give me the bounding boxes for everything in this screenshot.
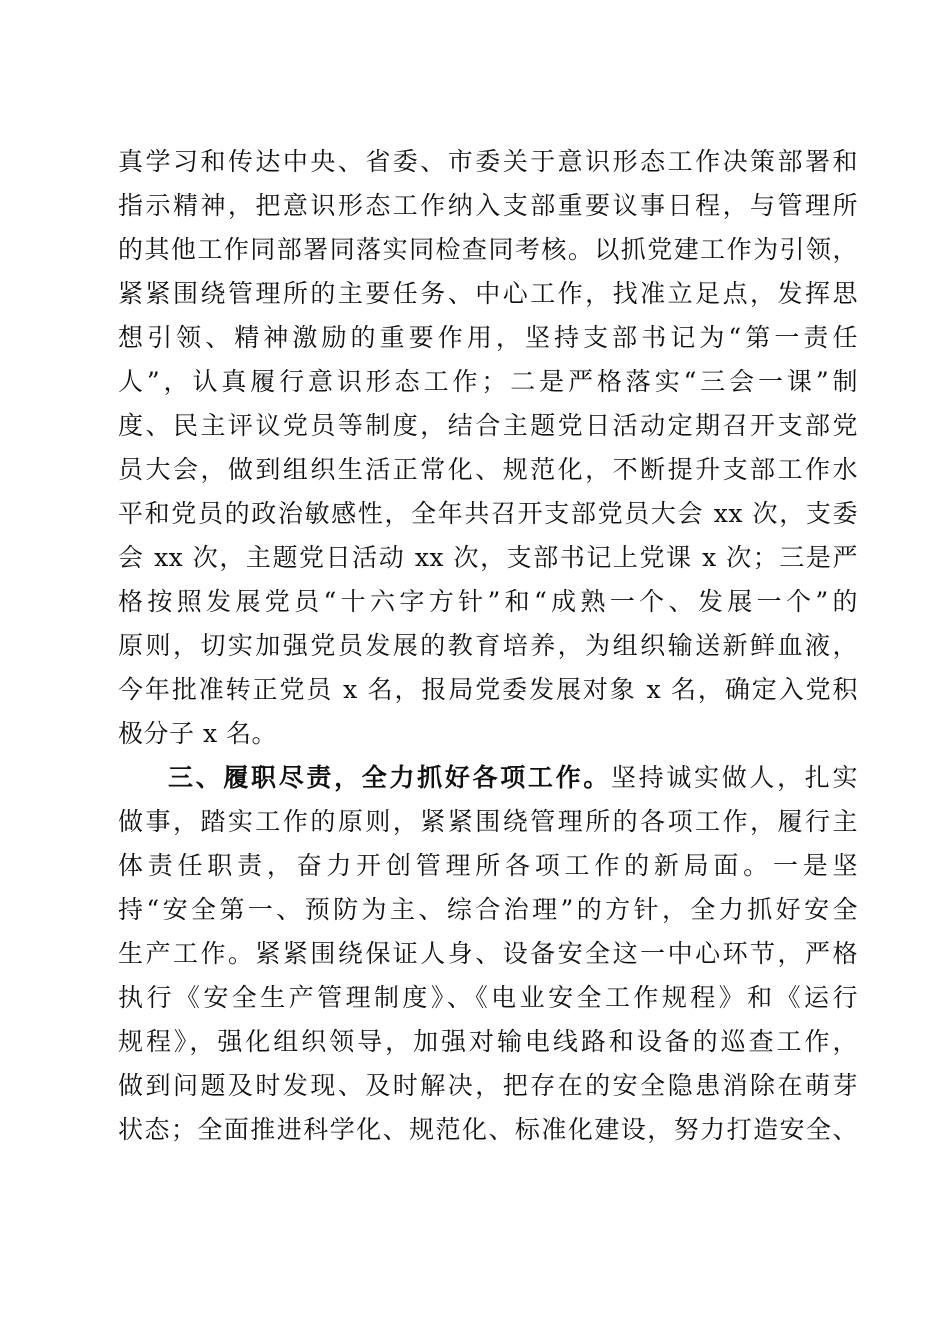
paragraph-line: 状态；全面推进科学化、规范化、标准化建设，努力打造安全、 — [118, 1115, 858, 1144]
paragraph-line: 想引领、精神激励的重要作用，坚持支部书记为“第一责任 — [118, 323, 858, 352]
paragraph-line: 做到问题及时发现、及时解决，把存在的安全隐患消除在萌芽 — [118, 1071, 858, 1100]
paragraph-line: 的其他工作同部署同落实同检查同考核。以抓党建工作为引领， — [118, 235, 858, 264]
heading-line-text: 坚持诚实做人，扎实 — [610, 763, 858, 792]
paragraph-line: 今年批准转正党员 x 名，报局党委发展对象 x 名，确定入党积 — [118, 675, 858, 704]
paragraph-line: 员大会，做到组织生活正常化、规范化，不断提升支部工作水 — [118, 455, 858, 484]
paragraph-line: 平和党员的政治敏感性，全年共召开支部党员大会 xx 次，支委 — [118, 499, 858, 528]
paragraph-line: 极分子 x 名。 — [118, 719, 277, 748]
paragraph-line: 人”，认真履行意识形态工作；二是严格落实“三会一课”制 — [118, 367, 858, 396]
paragraph-section-three — [118, 756, 858, 1152]
section-heading-line — [118, 756, 858, 800]
paragraph-line: 紧紧围绕管理所的主要任务、中心工作，找准立足点，发挥思 — [118, 279, 858, 308]
paragraph-line: 执行《安全生产管理制度》、《电业安全工作规程》和《运行 — [118, 983, 858, 1012]
section-heading: 三、履职尽责，全力抓好各项工作。 — [168, 763, 611, 792]
paragraph-line: 真学习和传达中央、省委、市委关于意识形态工作决策部署和 — [118, 147, 858, 176]
paragraph-party-building — [118, 140, 858, 756]
document-body — [118, 140, 858, 1152]
paragraph-line: 格按照发展党员“十六字方针”和“成熟一个、发展一个”的 — [118, 587, 858, 616]
paragraph-line: 会 xx 次，主题党日活动 xx 次，支部书记上党课 x 次；三是严 — [118, 543, 858, 572]
paragraph-line: 原则，切实加强党员发展的教育培养，为组织输送新鲜血液， — [118, 631, 858, 660]
paragraph-line: 生产工作。紧紧围绕保证人身、设备安全这一中心环节，严格 — [118, 939, 858, 968]
paragraph-line: 持“安全第一、预防为主、综合治理”的方针，全力抓好安全 — [118, 895, 858, 924]
paragraph-line: 体责任职责，奋力开创管理所各项工作的新局面。一是坚 — [118, 851, 858, 880]
paragraph-line: 指示精神，把意识形态工作纳入支部重要议事日程，与管理所 — [118, 191, 858, 220]
paragraph-line: 做事，踏实工作的原则，紧紧围绕管理所的各项工作，履行主 — [118, 807, 858, 836]
paragraph-line: 度、民主评议党员等制度，结合主题党日活动定期召开支部党 — [118, 411, 858, 440]
paragraph-line: 规程》，强化组织领导，加强对输电线路和设备的巡查工作， — [118, 1027, 858, 1056]
